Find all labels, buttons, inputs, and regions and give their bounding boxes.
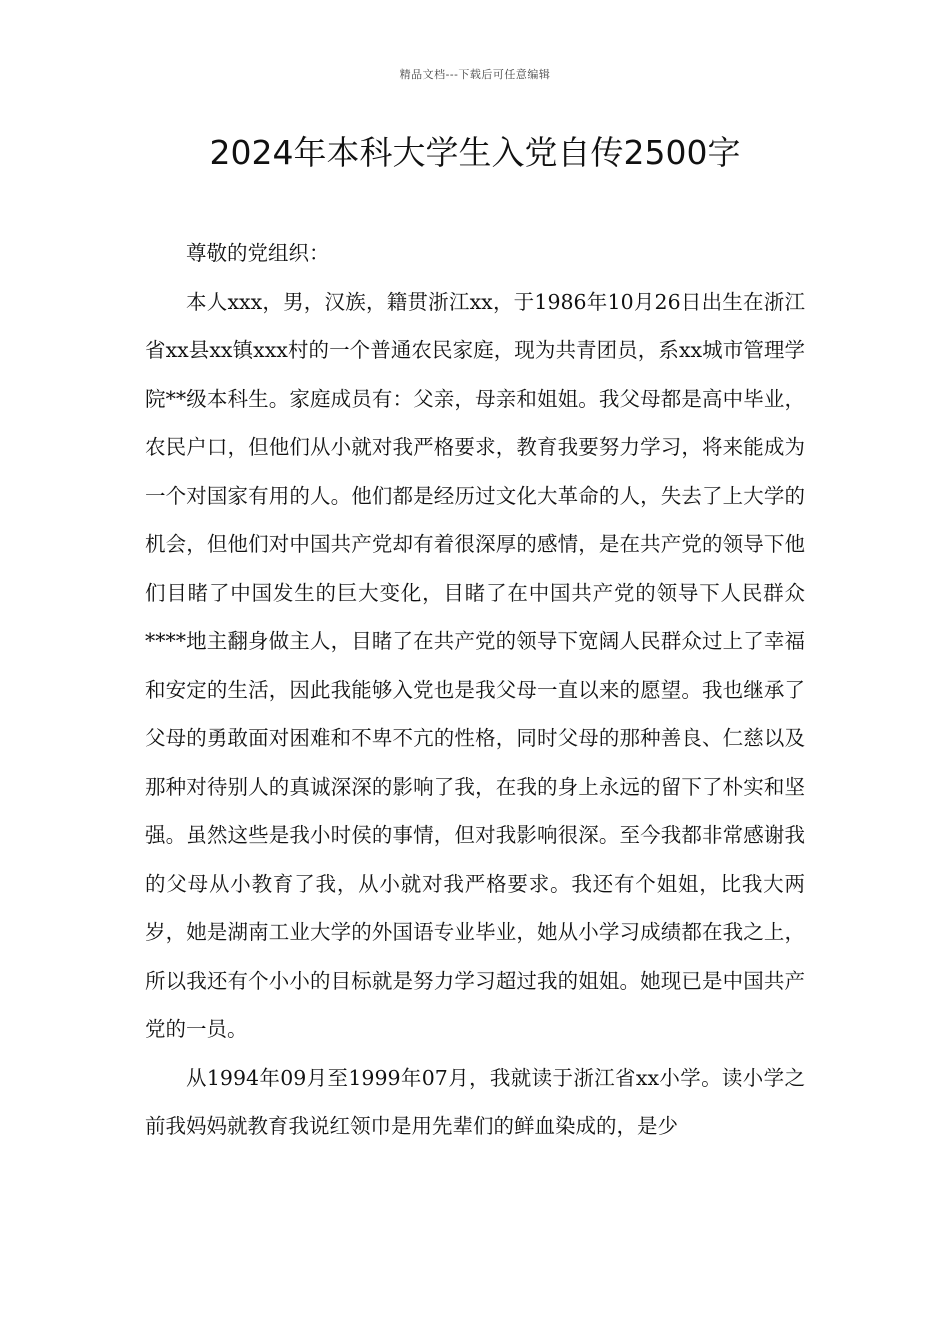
paragraph-primary-school: 从1994年09月至1999年07月，我就读于浙江省xx小学。读小学之前我妈妈就教育我说红领巾是用先辈们的鲜血染成的，是少 <box>145 1065 805 1138</box>
header-note: 精品文档---下载后可任意编辑 <box>399 68 551 81</box>
salutation: 尊敬的党组织： <box>186 241 330 265</box>
paragraph-family: 本人xxx，男，汉族，籍贯浙江xx，于1986年10月26日出生在浙江省xx县xx镇xxx村的一个普通农民家庭，现为共青团员，系xx城市管理学院**级本科生。家庭成员有：父亲，母亲和姐姐。我父母都是高中毕业，农民户口，但他们从小就对我严格要求，教育我要努力学习，将来能成为一个对国家有用的人。他们都是经历过文化大革命的人，失去了上大学的机会，但他们对中国共产党却有着很深厚的感情，是在共产党的领导下他们目睹了中国发生的巨大变化，目睹了在中国共产党的领导下人民群众****地主翻身做主人，目睹了在共产党的领导下宽阔人民群众过上了幸福和安定的生活，因此我能够入党也是我父母一直以来的愿望。我也继承了父母的勇敢面对困难和不卑不亢的性格，同时父母的那种善良、仁慈以及那种对待别人的真诚深深的影响了我，在我的身上永远的留下了朴实和坚强。虽然这些是我小时侯的事情，但对我影响很深。至今我都非常感谢我的父母从小教育了我，从小就对我严格要求。我还有个姐姐，比我大两岁，她是湖南工业大学的外国语专业毕业，她从小学习成绩都在我之上，所以我还有个小小的目标就是努力学习超过我的姐姐。她现已是中国共产党的一员。 <box>145 289 805 1041</box>
document-body <box>145 229 805 1151</box>
document-title: 2024年本科大学生入党自传2500字 <box>209 133 741 172</box>
